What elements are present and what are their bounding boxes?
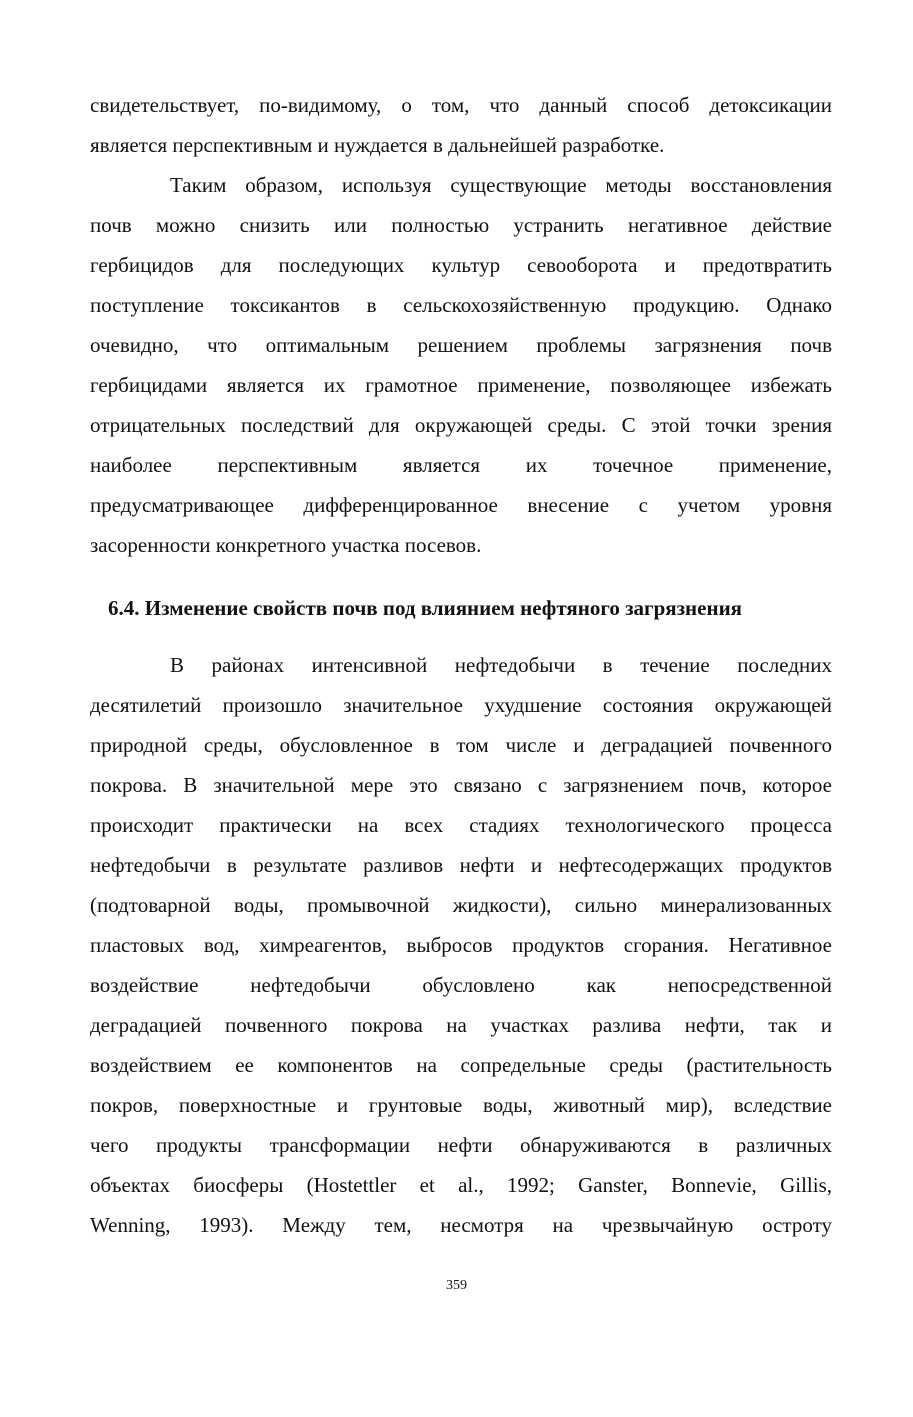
text-line: нефтедобычи в результате разливов нефти и нефтесодержащих продуктов (90, 853, 832, 877)
section-heading: 6.4. Изменение свойств почв под влиянием нефтяного загрязнения (108, 596, 743, 620)
text-line: засоренности конкретного участка посевов. (90, 533, 482, 557)
text-line: десятилетий произошло значительное ухудшение состояния окружающей (90, 693, 832, 717)
text-line: чего продукты трансформации нефти обнаруживаются в различных (90, 1133, 832, 1157)
text-line: (подтоварной воды, промывочной жидкости), сильно минерализованных (90, 893, 832, 917)
text-line: гербицидами является их грамотное применение, позволяющее избежать (90, 373, 832, 397)
text-line: отрицательных последствий для окружающей среды. С этой точки зрения (90, 413, 832, 437)
text-line: покров, поверхностные и грунтовые воды, животный мир), вследствие (90, 1093, 832, 1117)
text-line: В районах интенсивной нефтедобычи в течение последних (170, 653, 832, 677)
text-line: природной среды, обусловленное в том числе и деградацией почвенного (90, 733, 832, 757)
paragraph-herbicides-conclusion (90, 165, 832, 565)
text-line: очевидно, что оптимальным решением проблемы загрязнения почв (90, 333, 832, 357)
text-line: является перспективным и нуждается в дальнейшей разработке. (90, 133, 665, 157)
text-line: объектах биосферы (Hostettler et al., 1992; Ganster, Bonnevie, Gillis, (90, 1173, 832, 1197)
text-line: воздействие нефтедобычи обусловлено как непосредственной (90, 973, 832, 997)
text-line: происходит практически на всех стадиях технологического процесса (90, 813, 832, 837)
text-line: пластовых вод, химреагентов, выбросов продуктов сгорания. Негативное (90, 933, 832, 957)
text-line: поступление токсикантов в сельскохозяйственную продукцию. Однако (90, 293, 832, 317)
text-line: воздействием ее компонентов на сопредельные среды (растительность (90, 1053, 832, 1077)
text-line: предусматривающее дифференцированное внесение с учетом уровня (90, 493, 832, 517)
paragraph-oil-pollution (90, 645, 832, 1245)
text-line: гербицидов для последующих культур севооборота и предотвратить (90, 253, 832, 277)
text-line: покрова. В значительной мере это связано с загрязнением почв, которое (90, 773, 832, 797)
page-number: 359 (446, 1278, 467, 1293)
text-line: почв можно снизить или полностью устранить негативное действие (90, 213, 832, 237)
paragraph-continuation (90, 85, 832, 165)
text-line: Wenning, 1993). Между тем, несмотря на чрезвычайную остроту (90, 1213, 832, 1237)
text-line: наиболее перспективным является их точечное применение, (90, 453, 832, 477)
text-line: свидетельствует, по-видимому, о том, что данный способ детоксикации (90, 93, 832, 117)
text-line: Таким образом, используя существующие методы восстановления (170, 173, 832, 197)
text-line: деградацией почвенного покрова на участках разлива нефти, так и (90, 1013, 832, 1037)
